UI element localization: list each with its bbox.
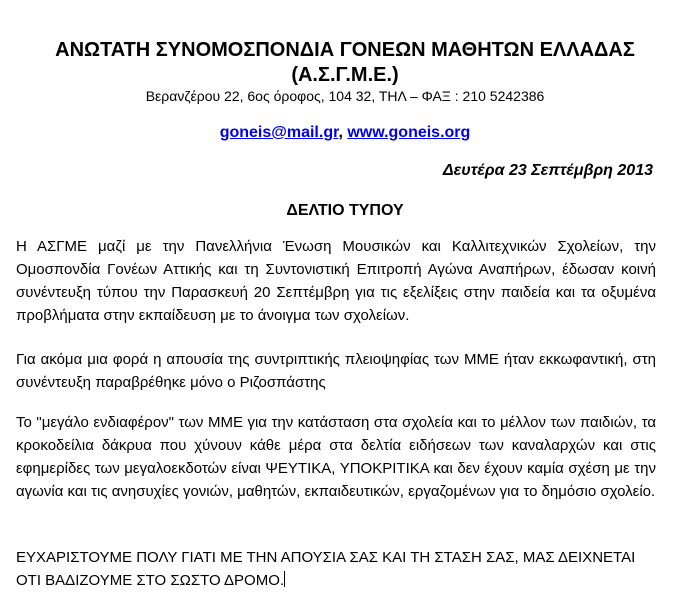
organization-abbreviation: (Α.Σ.Γ.Μ.Ε.): [291, 64, 399, 86]
paragraph-4-text: ΕΥΧΑΡΙΣΤΟΥΜΕ ΠΟΛΥ ΓΙΑΤΙ ΜΕ ΤΗΝ ΑΠΟΥΣΙΑ ΣΑΣ ΚΑΙ ΤΗ ΣΤΑΣΗ ΣΑΣ, ΜΑΣ ΔΕΙΧΝΕΤΑΙ ΟΤΙ ΒΑΔΙΖΟΥΜΕ ΣΤΟ ΣΩΣΤΟ ΔΡΟΜΟ.: [16, 549, 636, 589]
document-date: Δευτέρα 23 Σεπτέμβρη 2013: [442, 162, 653, 179]
paragraph-1: Η ΑΣΓΜΕ μαζί με την Πανελλήνια Ένωση Μουσικών και Καλλιτεχνικών Σχολείων, την Ομοσπονδία Γονέων Αττικής και τη Συντονιστική Επιτροπή Αγώνα Αναπήρων, έδωσαν κοινή συνέντευξη τύπου την Παρασκευή 20 Σεπτέμβρη για τις εξελίξεις στην παιδεία και τα οξυμένα προβλήματα στην εκπαίδευση με το άνοιγμα των σχολείων.: [16, 238, 656, 324]
paragraph-3: Το "μεγάλο ενδιαφέρον" των ΜΜΕ για την κατάσταση στα σχολεία και το μέλλον των παιδιών, τα κροκοδείλια δάκρυα που χύνουν κάθε μέρα στα δελτία ειδήσεων των καναλαρχών και στις εφημερίδες των μεγαλοεκδοτών είναι ΨΕΥΤΙΚΑ, ΥΠΟΚΡΙΤΙΚΑ και δεν έχουν καμία σχέση με την αγωνία και τις ανησυχίες γονιών, μαθητών, εκπαιδευτικών, εργαζομένων για το δημόσιο σχολείο.: [16, 414, 656, 500]
press-release-title: ΔΕΛΤΙΟ ΤΥΠΟΥ: [286, 202, 404, 219]
organization-address: Βερανζέρου 22, 6ος όροφος, 104 32, ΤΗΛ – ΦΑΞ : 210 5242386: [145, 88, 545, 104]
paragraph-2: Για ακόμα μια φορά η απουσία της συντριπτικής πλειοψηφίας των ΜΜΕ ήταν εκκωφαντική, στη συνέντευξη παραβρέθηκε μόνο ο Ριζοσπάστης: [16, 351, 656, 391]
website-link[interactable]: www.goneis.org: [347, 124, 471, 141]
paragraph-4: [16, 546, 656, 592]
text-cursor: [284, 571, 285, 587]
organization-name: ΑΝΩΤΑΤΗ ΣΥΝΟΜΟΣΠΟΝΔΙΑ ΓΟΝΕΩΝ ΜΑΘΗΤΩΝ ΕΛΛΑΔΑΣ: [55, 39, 635, 61]
contact-links: [0, 123, 690, 143]
email-link[interactable]: goneis@mail.gr: [219, 124, 339, 141]
contact-separator: ,: [338, 124, 348, 141]
